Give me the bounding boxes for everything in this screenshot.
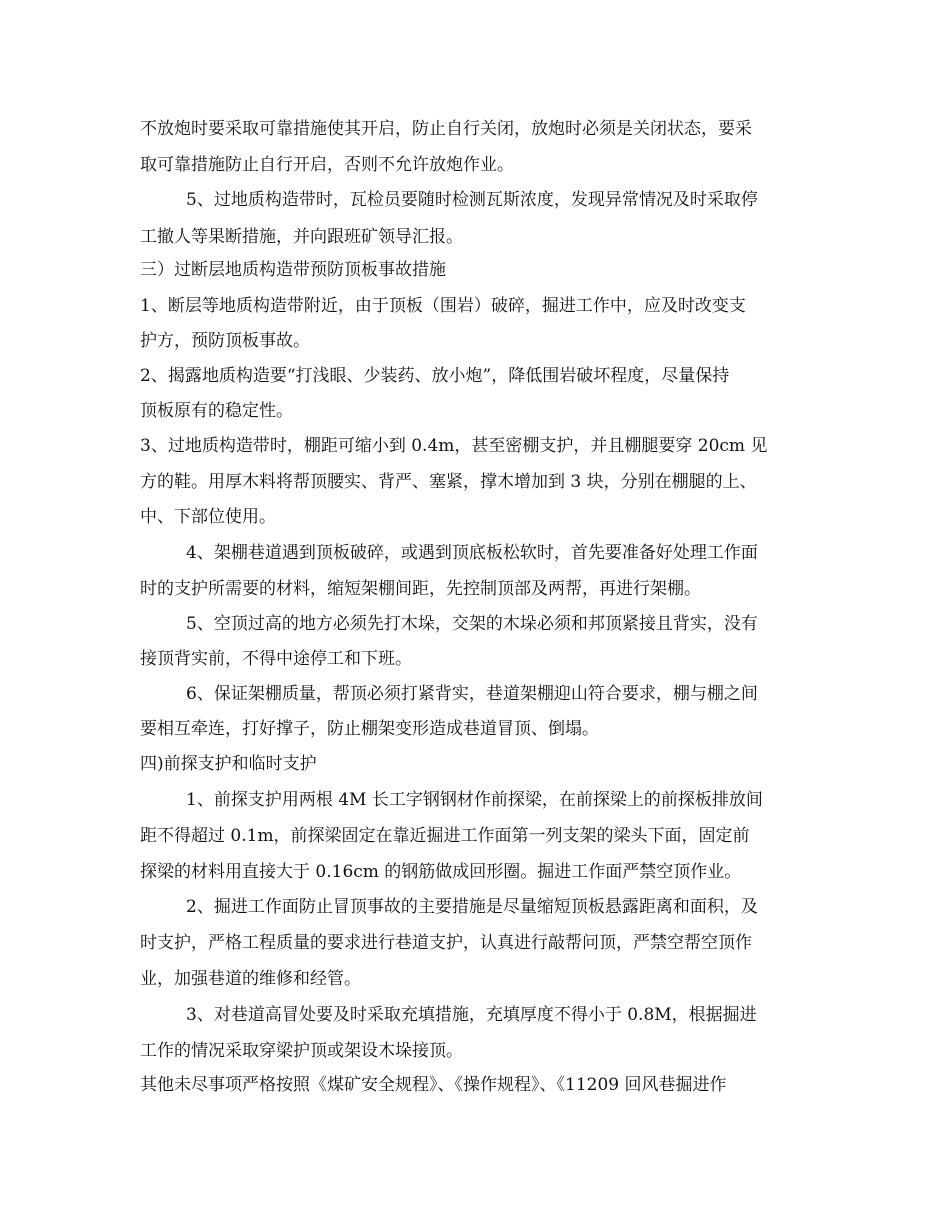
text-line: 其他未尽事项严格按照《煤矿安全规程》、《操作规程》、《11209 回风巷掘进作 [140,1075,727,1095]
text-line: 接顶背实前，不得中途停工和下班。 [140,649,412,669]
text-line: 工撤人等果断措施，并向跟班矿领导汇报。 [140,227,463,247]
text-line: 方的鞋。用厚木料将帮顶腰实、背严、塞紧，撑木增加到 3 块，分别在棚腿的上、 [140,472,757,492]
text-line: 1、断层等地质构造带附近，由于顶板（围岩）破碎，掘进工作中，应及时改变支 [140,296,746,316]
text-line: 探梁的材料用直接大于 0.16cm 的钢筋做成回形圈。掘进工作面严禁空顶作业。 [140,862,742,882]
text-line: 3、对巷道高冒处要及时采取充填措施，充填厚度不得小于 0.8M，根据掘进 [186,1005,757,1025]
text-line: 护方，预防顶板事故。 [140,331,310,351]
text-line: 2、揭露地质构造要“打浅眼、少装药、放小炮”，降低围岩破坏程度，尽量保持 [140,366,730,386]
text-line: 4、架棚巷道遇到顶板破碎，或遇到顶底板松软时，首先要准备好处理工作面 [186,543,758,563]
text-line: 取可靠措施防止自行开启，否则不允许放炮作业。 [140,155,514,175]
text-line: 5、空顶过高的地方必须先打木垛，交架的木垛必须和邦顶紧接且背实，没有 [186,614,758,634]
text-line: 中、下部位使用。 [140,507,276,527]
text-line: 工作的情况采取穿梁护顶或架设木垛接顶。 [140,1041,463,1061]
text-line: 时支护，严格工程质量的要求进行巷道支护，认真进行敲帮问顶，严禁空帮空顶作 [140,933,752,953]
text-line: 业，加强巷道的维修和经管。 [140,969,361,989]
section-heading: 三）过断层地质构造带预防顶板事故措施 [140,260,446,280]
text-line: 3、过地质构造带时，棚距可缩小到 0.4m，甚至密棚支护，并且棚腿要穿 20cm 见 [140,436,768,456]
text-line: 不放炮时要采取可靠措施使其开启，防止自行关闭，放炮时必须是关闭状态，要采 [140,119,752,139]
section-heading: 四)前探支护和临时支护 [140,754,317,774]
text-line: 5、过地质构造带时，瓦检员要随时检测瓦斯浓度，发现异常情况及时采取停 [186,190,758,210]
text-line: 6、保证架棚质量，帮顶必须打紧背实，巷道架棚迎山符合要求，棚与棚之间 [186,684,758,704]
text-line: 2、掘进工作面防止冒顶事故的主要措施是尽量缩短顶板悬露距离和面积，及 [186,897,758,917]
text-line: 1、前探支护用两根 4M 长工字钢钢材作前探梁，在前探梁上的前探板排放间 [186,790,763,810]
text-line: 时的支护所需要的材料，缩短架棚间距，先控制顶部及两帮，再进行架棚。 [140,579,701,599]
text-line: 要相互牵连，打好撑子，防止棚架变形造成巷道冒顶、倒塌。 [140,719,599,739]
text-line: 距不得超过 0.1m，前探梁固定在靠近掘进工作面第一列支架的梁头下面，固定前 [140,826,750,846]
text-line: 顶板原有的稳定性。 [140,401,293,421]
